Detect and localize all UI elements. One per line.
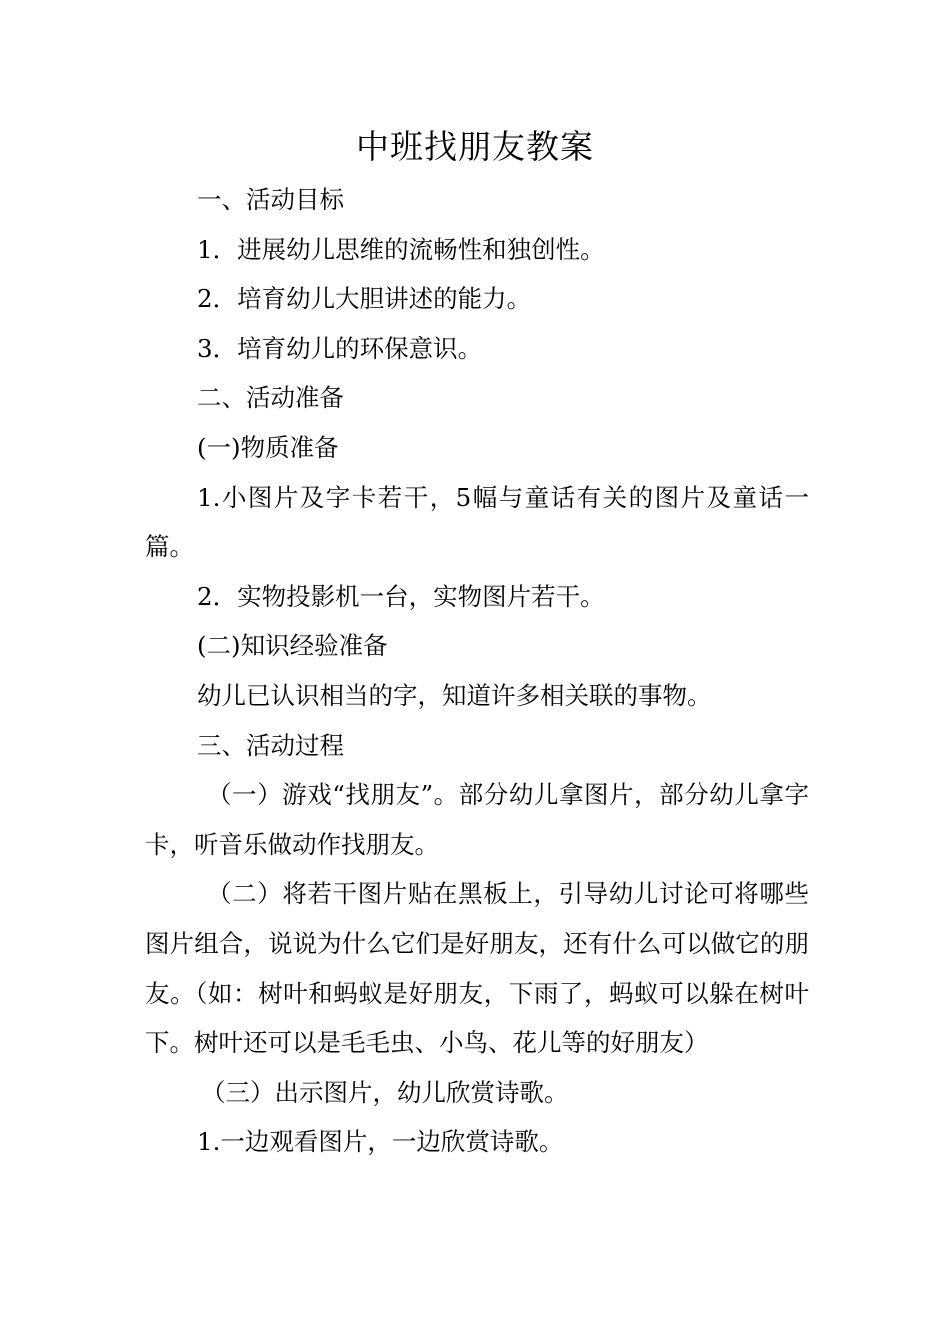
prep-item-1: 1.小图片及字卡若干，5幅与童话有关的图片及童话一篇。 [145,482,809,562]
subheading-material-prep: (一)物质准备 [197,432,339,462]
document-body [145,175,809,1167]
process-step-1: （一）游戏“找朋友”。部分幼儿拿图片，部分幼儿拿字卡，听音乐做动作找朋友。 [145,780,809,859]
goal-item-2: 2．培育幼儿大胆讲述的能力。 [197,284,532,314]
process-step-2: （二）将若干图片贴在黑板上，引导幼儿讨论可将哪些图片组合，说说为什么它们是好朋友，还有什么可以做它的朋友。（如：树叶和蚂蚁是好朋友，下雨了，蚂蚁可以躲在树叶下。树叶还可以是毛毛虫、小鸟、花儿等的好朋友） [145,879,809,1058]
prep-item-2: 2．实物投影机一台，实物图片若干。 [197,581,605,611]
section-heading-process: 三、活动过程 [197,730,344,760]
process-step-3-item-1: 1.一边观看图片，一边欣赏诗歌。 [197,1127,564,1157]
knowledge-prep-text: 幼儿已认识相当的字，知道许多相关联的事物。 [197,680,712,710]
goal-item-1: 1．进展幼儿思维的流畅性和独创性。 [197,234,605,264]
section-heading-preparation: 二、活动准备 [197,383,344,413]
page-title: 中班找朋友教案 [356,127,594,166]
process-step-3: （三）出示图片，幼儿欣赏诗歌。 [201,1077,569,1107]
goal-item-3: 3．培育幼儿的环保意识。 [197,333,483,363]
section-heading-goals: 一、活动目标 [197,185,344,214]
subheading-knowledge-prep: (二)知识经验准备 [197,631,388,661]
